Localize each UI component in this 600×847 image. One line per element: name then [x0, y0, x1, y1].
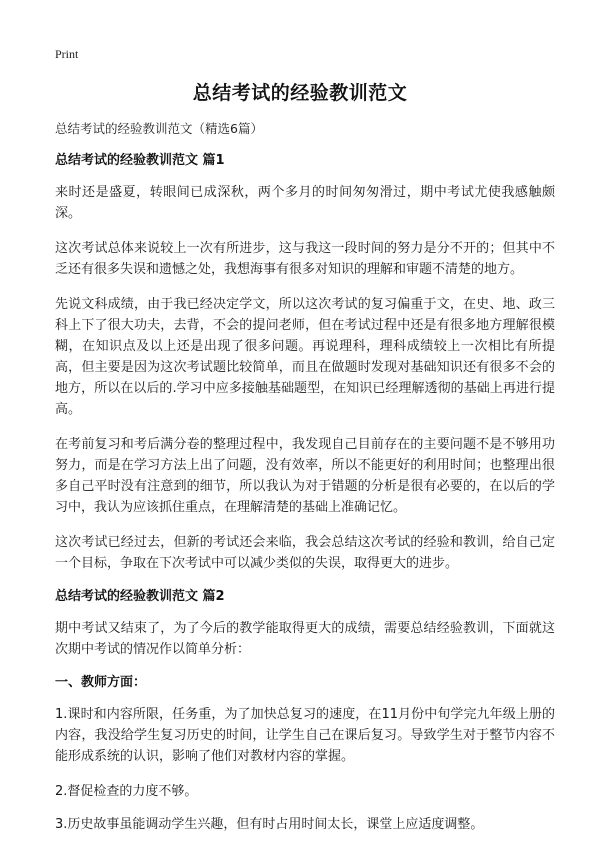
paragraph: 在考前复习和考后满分卷的整理过程中，我发现自己目前存在的主要问题不是不够用功努力，而是在学习方法上出了问题，没有效率，所以不能更好的利用时间；也整理出很多自己平时没有注意到的细节，所以我认为对于错题的分析是很有必要的，在以后的学习中，我认为应该抓住重点，在理解清楚的基础上准确记忆。	[55, 437, 555, 515]
list-item: 1.课时和内容所限，任务重，为了加快总复习的速度，在11月份中旬学完九年级上册的内容，我没给学生复习历史的时间，让学生自己在课后复习。导致学生对于整节内容不能形成系统的认识，影响了他们对教材内容的掌握。	[55, 707, 555, 764]
paragraph: 这次考试已经过去，但新的考试还会来临，我会总结这次考试的经验和教训，给自己定一个目标，争取在下次考试中可以减少类似的失误，取得更大的进步。	[55, 535, 555, 571]
article-subtitle: 总结考试的经验教训范文（精选6篇）	[55, 121, 263, 136]
paragraph: 先说文科成绩，由于我已经决定学文，所以这次考试的复习偏重于文，在史、地、政三科上下了很大功夫，去背，不会的提问老师，但在考试过程中还是有很多地方理解很模糊，在知识点及以上还是出现了很多问题。再说理科，理科成绩较上一次相比有所提高，但主要是因为这次考试题比较简单，而且在做题时发现对基础知识还有很多不会的地方，所以在以后的.学习中应多接触基础题型，在知识已经理解透彻的基础上再进行提高。	[55, 297, 555, 417]
article-body	[55, 120, 555, 847]
list-item: 3.历史故事虽能调动学生兴趣，但有时占用时间太长，课堂上应适度调整。	[55, 817, 484, 832]
paragraph: 期中考试又结束了，为了今后的教学能取得更大的成绩，需要总结经验教训，下面就这次期中考试的情况作以简单分析：	[55, 621, 555, 657]
subsection-heading: 一、教师方面：	[55, 675, 147, 690]
section-heading-1: 总结考试的经验教训范文 篇1	[55, 153, 225, 168]
list-item: 2.督促检查的力度不够。	[55, 784, 198, 799]
paragraph: 这次考试总体来说较上一次有所进步，这与我这一段时间的努力是分不开的；但其中不乏还有很多失误和遗憾之处，我想海事有很多对知识的理解和审题不清楚的地方。	[55, 241, 555, 277]
paragraph: 来时还是盛夏，转眼间已成深秋，两个多月的时间匆匆滑过，期中考试尤使我感触颇深。	[55, 185, 555, 221]
page-title: 总结考试的经验教训范文	[192, 82, 408, 104]
section-heading-2: 总结考试的经验教训范文 篇2	[55, 589, 225, 604]
print-link[interactable]: Print	[55, 47, 79, 61]
